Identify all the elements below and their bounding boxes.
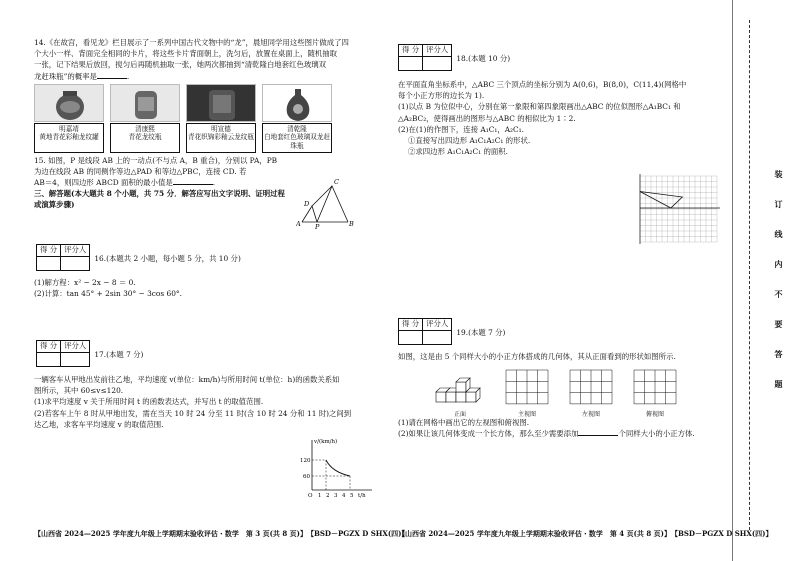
q18-line4: △A₂BC₂，使得画出的图形与△ABC 的相似比为 1∶2.: [398, 113, 576, 123]
q18-line5: (2)在(1)的作图下，连接 A₁C₁，A₂C₁.: [398, 124, 524, 134]
svg-text:2: 2: [326, 493, 330, 498]
q17-line5: 达乙地，求客车平均速度 v 的取值范围.: [34, 419, 164, 429]
q17-graph: [296, 436, 376, 498]
q17-line3: (1)求平均速度 v 关于所用时间 t 的函数表达式，并写出 t 的取值范围.: [34, 397, 264, 407]
q16-body: [34, 278, 182, 300]
q16-line1: (1)解方程：x² − 2x − 8 ＝ 0.: [34, 278, 136, 287]
label-D: D: [304, 200, 310, 208]
caption-2: 清康熙 青花龙纹瓶: [110, 123, 180, 153]
q17-line2: 图所示，其中 60≤v≤120.: [34, 386, 124, 396]
section3-line2: 或演算步骤): [34, 200, 75, 210]
front-view-grid: 主视图: [517, 411, 536, 419]
q15-line1: 15. 如图，P 是线段 AB 上的一动点(不与点 A，B 重合)，分别以 PA，PB: [34, 155, 278, 165]
q19-body: [398, 418, 728, 440]
q19-line2: (1)请在网格中画出它的左视图和俯视图.: [398, 418, 530, 427]
q17-line1: 一辆客车从甲地出发前往乙地，平均速度 v(单位：km/h)与所用时间 t(单位：h)的函数关系如: [34, 375, 340, 384]
caption-1: 明嘉靖 黄地青花彩釉龙纹罐: [34, 123, 104, 153]
left-view-grid: 左视图: [581, 411, 600, 419]
score-table: 得 分 评分人: [36, 244, 90, 271]
svg-text:v/(km/h): v/(km/h): [314, 439, 338, 445]
q18-line6: ①直接写出四边形 A₁C₁A₂C₁ 的形状.: [408, 136, 531, 146]
q14-line4: 龙赶珠瓶”的概率是 .: [34, 71, 130, 81]
q14-line3: 一张，记下结果后放回，搅匀后再随机抽取一张，她两次都抽到“清乾隆白地套红色玻璃双: [34, 60, 327, 70]
artifact-captions: [34, 123, 390, 153]
q19-score-block: 得 分 评分人 19.(本题 7 分): [398, 318, 505, 345]
q18-line2: 每个小正方形的边长为 1).: [398, 91, 485, 101]
q15-line3: AB＝4，则四边形 ABCD 面积的最小值是 .: [34, 178, 216, 187]
q15: [34, 156, 296, 189]
svg-text:60: 60: [303, 474, 310, 480]
seal-text: 装订线内不要答题: [774, 170, 785, 410]
svg-text:t/h: t/h: [358, 493, 366, 498]
label-P: P: [315, 223, 320, 230]
caption-3: 明宣德 青花织锦彩釉云龙纹瓶: [186, 123, 256, 153]
q15-figure: [296, 176, 356, 230]
q17-body: [34, 375, 390, 431]
solid-figure: 正面: [432, 366, 488, 419]
q18-line1: 在平面直角坐标系中，△ABC 三个顶点的坐标分别为 A(0,6)，B(8,0)，C(11,4)(网格中: [398, 80, 687, 89]
artifact-images: [34, 84, 390, 122]
artifact-image-vase-1: [110, 84, 180, 122]
svg-text:4: 4: [342, 493, 346, 498]
q18-body: [398, 80, 728, 159]
q18-line7: ②求四边形 A₁C₁A₂C₁ 的面积.: [408, 147, 509, 157]
q16-head: 16.(本题共 2 小题，每小题 5 分，共 10 分): [94, 254, 241, 263]
q17-line4: (2)若客车上午 8 时从甲地出发，需在当天 10 时 24 分至 11 时(含 10 时 24 分和 11 时)之间到: [34, 408, 352, 418]
svg-text:3: 3: [334, 493, 338, 498]
q16-score-block: [36, 244, 241, 271]
q19-line3: (2)如果让该几何体变成一个长方体，那么至少需要添加 个同样大小的小正方体.: [398, 429, 695, 439]
svg-text:O: O: [308, 493, 313, 498]
q18-head: 18.(本题 10 分): [456, 54, 511, 63]
artifact-image-vase-2: [186, 84, 256, 122]
svg-text:5: 5: [350, 493, 354, 498]
footer-left: 【山西省 2024—2025 学年度九年级上学期期末验收评估・数学 第 3 页(共 8 页)】 【BSD－PGZX D SHX(四)】: [34, 529, 409, 539]
q14-line1: 14.《在故宫，看见龙》栏目展示了一系列中国古代文物中的“龙”，晨旭同学用这些图片做成了四: [34, 38, 349, 47]
artifact-image-vase-3: [262, 84, 332, 122]
label-B: B: [349, 220, 354, 228]
q19-line1: 如图，这是由 5 个同样大小的小正方体搭成的几何体，其从正面看到的形状如图所示.: [398, 352, 676, 361]
q19-views: [432, 366, 680, 419]
q19-head: 19.(本题 7 分): [456, 328, 506, 337]
q18-grid: [630, 172, 722, 246]
label-C: C: [334, 178, 339, 186]
section3-line1: 三、解答题(本大题共 8 个小题，共 75 分．解答应写出文字说明、证明过程: [34, 189, 285, 199]
q17-head: 17.(本题 7 分): [94, 350, 144, 359]
top-view-grid: 俯视图: [645, 411, 664, 419]
q14-line2: 个大小一样、背面完全相同的卡片，将这些卡片背面朝上，洗匀后，放置在桌面上，随机抽取: [34, 49, 338, 59]
artifact-image-jar: [34, 84, 104, 122]
svg-text:1: 1: [318, 493, 322, 498]
q18-line3: (1)以点 B 为位似中心，分别在第一象限和第四象限画出△ABC 的位似图形△A₁BC₁ 和: [398, 102, 681, 112]
q15-line2: 为边在线段 AB 的同侧作等边△PAD 和等边△PBC，连接 CD. 若: [34, 166, 247, 176]
footer-right: 【山西省 2024—2025 学年度九年级上学期期末验收评估・数学 第 4 页(共 8 页)】 【BSD－PGZX D SHX(四)】: [398, 529, 773, 539]
q16-line2: (2)计算：tan 45° + 2sin 30° − 3cos 60°.: [34, 289, 182, 299]
q17-score-block: 得 分 评分人 17.(本题 7 分): [36, 340, 143, 367]
label-A: A: [296, 220, 301, 228]
q18-score-block: 得 分 评分人 18.(本题 10 分): [398, 44, 510, 71]
svg-text:120: 120: [300, 458, 311, 464]
binding-margin: [732, 0, 794, 561]
caption-4: 清乾隆 白地套红色玻璃双龙赶珠瓶: [262, 123, 332, 153]
